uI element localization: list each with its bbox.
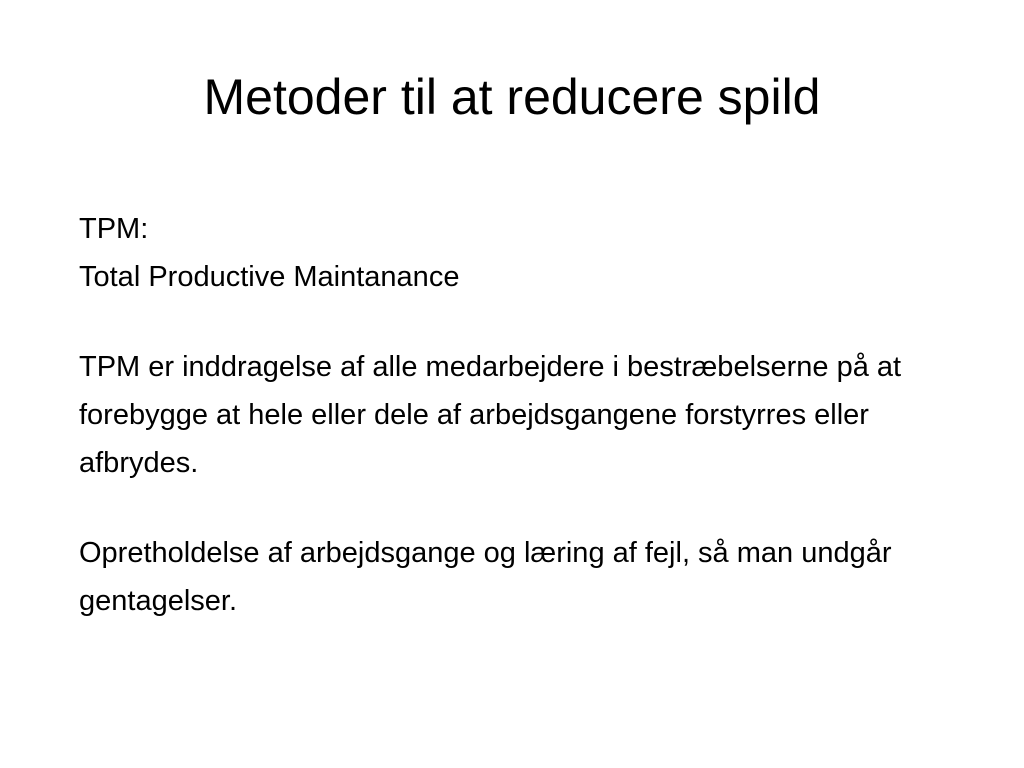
slide-title: Metoder til at reducere spild xyxy=(203,69,821,125)
slide-body xyxy=(79,205,949,625)
tpm-maintenance-note: Opretholdelse af arbejdsgange og læring af fejl, så man undgår gentagelser. xyxy=(79,537,892,617)
tpm-definition: TPM er inddragelse af alle medarbejdere i bestræbelserne på at forebygge at hele eller dele af arbejdsgangene forstyrres eller afbrydes. xyxy=(79,351,902,479)
tpm-label: TPM: xyxy=(79,213,149,245)
tpm-full-name: Total Productive Maintanance xyxy=(79,261,460,293)
